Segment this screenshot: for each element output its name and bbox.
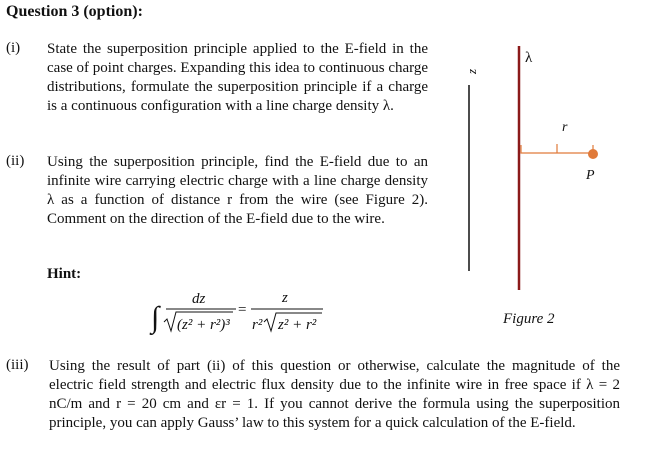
right-denominator-root: z² + r² (278, 317, 317, 333)
lambda-label: λ (525, 50, 533, 66)
part-iii-number: (iii) (6, 357, 29, 373)
right-denominator-r2: r² (252, 317, 263, 333)
distance-brace (521, 144, 593, 153)
figure-2 (464, 46, 598, 290)
part-ii-number: (ii) (6, 153, 25, 169)
part-i-text: State the superposition principle applied to the E-field in the case of point charges. Expanding this idea to continuous charge distributions, formulate the superposition principle if a charge is a continuous configuration with a line charge density λ. (47, 41, 429, 114)
hint-label: Hint: (47, 266, 82, 282)
point-p-label: P (586, 168, 595, 183)
hint-formula (149, 290, 323, 336)
part-i-number: (i) (6, 40, 21, 56)
part-ii-text: Using the superposition principle, find the E-field due to an infinite wire carrying electric charge with a line charge density λ as a function of distance r from the wire (see Figure 2). Comment on the direction of the E-field due to the wire. (47, 154, 428, 227)
equals-sign: = (238, 302, 247, 318)
rhs-numerator: z (282, 290, 288, 306)
r-label: r (562, 120, 568, 135)
figure-caption: Figure 2 (503, 311, 555, 327)
point-p-marker (588, 149, 598, 159)
question-title: Question 3 (option): (6, 3, 143, 20)
integral-sign: ∫ (151, 301, 160, 334)
z-axis-label: z (464, 68, 479, 74)
integrand-numerator: dz (192, 291, 206, 307)
left-denominator: (z² + r²)³ (177, 317, 230, 333)
part-iii-text: Using the result of part (ii) of this question or otherwise, calculate the magnitude of the electric field strength and electric flux density due to the infinite wire in free space if λ = 2 nC/m and r = 20 cm and εr = 1. If you cannot derive the formula using the superposition principle, you can apply Gauss’ law to this system for a quick calculation of the E-field. (49, 358, 620, 431)
